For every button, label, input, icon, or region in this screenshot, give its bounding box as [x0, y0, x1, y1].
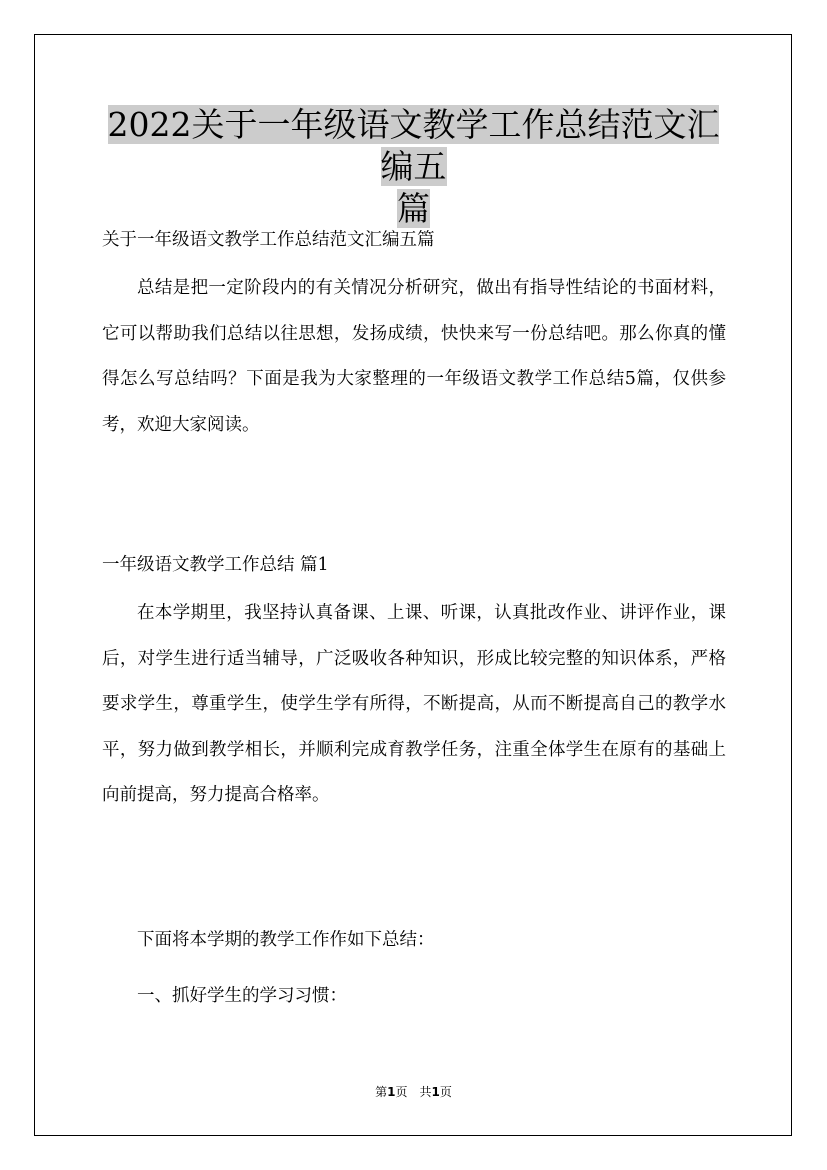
paragraph-2: 下面将本学期的教学工作作如下总结： [137, 930, 435, 950]
title-line-1: 2022关于一年级语文教学工作总结范文汇编五 [107, 105, 720, 186]
paragraph-3: 一、抓好学生的学习习惯： [137, 986, 347, 1006]
footer-mid: 页 共 [395, 1085, 432, 1099]
intro-paragraph: 总结是把一定阶段内的有关情况分析研究，做出有指导性结论的书面材料，它可以帮助我们总结以往思想，发扬成绩，快快来写一份总结吧。那么你真的懂得怎么写总结吗？下面是我为大家整理的一年级语文教学工作总结5篇，仅供参考，欢迎大家阅读。 [102, 278, 726, 435]
footer-page-number: 1 [387, 1085, 396, 1099]
section-heading: 一年级语文教学工作总结 篇1 [102, 555, 329, 575]
page-footer [0, 1083, 827, 1100]
paragraph-1: 在本学期里，我坚持认真备课、上课、听课，认真批改作业、讲评作业，课后，对学生进行适当辅导，广泛吸收各种知识，形成比较完整的知识体系，严格要求学生，尊重学生，使学生学有所得，不断提高，从而不断提高自己的教学水平，努力做到教学相长，并顺利完成育教学任务，注重全体学生在原有的基础上向前提高，努力提高合格率。 [102, 603, 726, 805]
document-subtitle: 关于一年级语文教学工作总结范文汇编五篇 [102, 230, 435, 250]
footer-prefix: 第 [375, 1085, 388, 1099]
title-line-2: 篇 [397, 189, 430, 228]
footer-page-total: 1 [431, 1085, 440, 1099]
document-title [100, 104, 727, 230]
footer-suffix: 页 [439, 1085, 452, 1099]
